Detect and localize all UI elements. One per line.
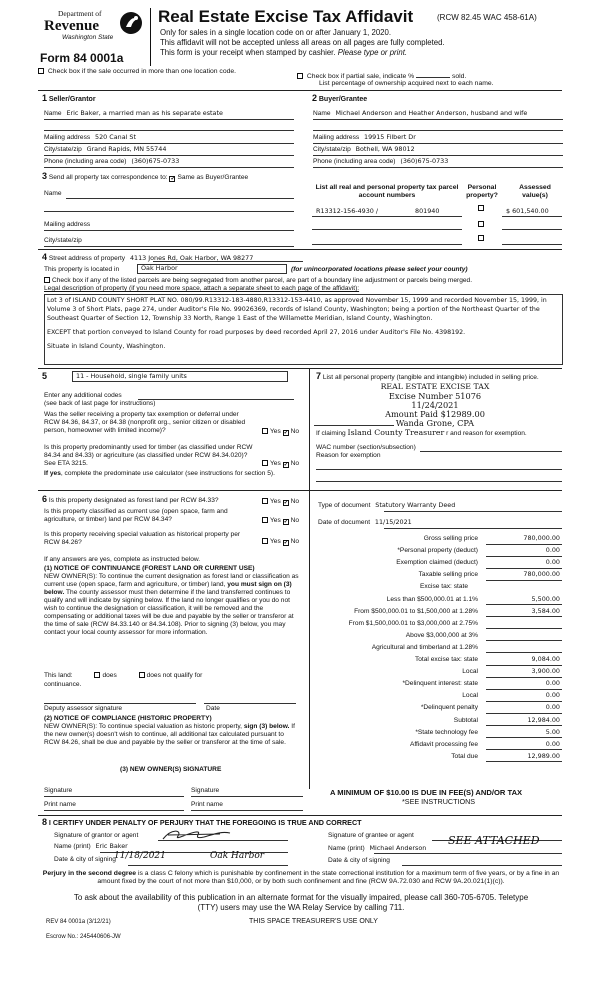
buyer-section-number: 2 xyxy=(312,93,318,103)
wac-label: WAC number (section/subsection) xyxy=(316,444,416,451)
tax-row-value[interactable]: 5,500.00 xyxy=(531,594,560,603)
timber-question: Is this property predominantly used for timber (as classified under RCW 84.34 and 84.33) or agriculture (as classified under RCW 84.34.020)? See ETA 3215. xyxy=(44,444,253,468)
tax-row-value[interactable]: 0.00 xyxy=(545,739,560,748)
segregated-checkbox[interactable] xyxy=(44,277,50,283)
tax-row-value[interactable]: 5.00 xyxy=(545,727,560,736)
timber-no-label: No xyxy=(290,460,300,467)
legal-text-1: Lot 3 of ISLAND COUNTY SHORT PLAT NO. 080/99.R13312-183-4880,R13312-153-4410, as approved November 15, 1999 and recorded November 15, 1999, in Volume 3 of Short Plats, page 274, under Auditor's File No. 99026369, records of Island County, Washington; being a portion of the Northeast Quarter of the Southeast Quarter of Section 12, Township 33 North, Range 1 East of the Willamette Meridian, Island County, Washington. xyxy=(47,297,547,322)
location-select[interactable]: Oak Harbor xyxy=(137,264,287,274)
forest-yes-label: Yes xyxy=(270,498,281,505)
historic-question: Is this property receiving special valuation as historical property per RCW 84.26? xyxy=(44,531,241,547)
grantor-name-field[interactable]: Eric Baker xyxy=(95,842,128,850)
exempt-no-label: No xyxy=(290,428,300,435)
sold-label: sold. xyxy=(451,73,467,80)
exempt-no-checkbox[interactable]: ✓ xyxy=(283,430,289,436)
notice1-heading: (1) NOTICE OF CONTINUANCE (FOREST LAND OR CURRENT USE) xyxy=(44,565,255,572)
treasurer-stamp xyxy=(360,383,510,428)
notice2-bold: sign (3) below. xyxy=(243,723,290,730)
seller-name-field[interactable]: Eric Baker, a married man as his separate estate xyxy=(66,109,223,117)
exempt-yes-checkbox[interactable] xyxy=(262,428,268,434)
partial-sale-percent-field[interactable] xyxy=(416,71,450,78)
this-land-label: This land: xyxy=(44,672,73,679)
certify-heading: I CERTIFY UNDER PENALTY OF PERJURY THAT THE FOREGOING IS TRUE AND CORRECT xyxy=(48,818,362,827)
grantor-signature-label: Signature of grantor or agent xyxy=(54,832,139,839)
legal-text-3: Situate in Island County, Washington. xyxy=(47,343,166,351)
tax-row-label: Agricultural and timberland at 1.28% xyxy=(371,643,478,651)
grantor-date-label: Date & city of signing xyxy=(54,856,116,863)
tax-row-underline xyxy=(486,761,562,762)
buyer-name-field[interactable]: Michael Anderson and Heather Anderson, husband and wife xyxy=(335,109,528,117)
stamp-line2: Excise Number 51076 xyxy=(388,390,482,401)
perjury-rest: is a class C felony which is punishable by confinement in the state correctional institution for a maximum term of five years, or by a fine in an amount fixed by the court of not more than $10,000, or by both such confinement and fine (RCW 9A.72.030 and RCW 9A.20.021(1)(c)). xyxy=(97,870,560,886)
forest-no-label: No xyxy=(290,498,300,505)
title-citation: (RCW 82.45 WAC 458-61A) xyxy=(437,13,537,22)
parcel-1-number[interactable]: R13312-156-4930 / xyxy=(316,207,379,215)
tax-row-label: *Delinquent penalty xyxy=(420,704,478,712)
exempt-yes-label: Yes xyxy=(270,428,281,435)
tax-row-label: Local xyxy=(462,692,478,700)
tax-row-underline xyxy=(486,713,562,714)
tax-row-value[interactable]: 780,000.00 xyxy=(523,534,560,542)
historic-no-label: No xyxy=(290,538,300,545)
see-instructions-note: *SEE INSTRUCTIONS xyxy=(402,797,476,806)
parcels-header-list: List all real and personal property tax parcel account numbers xyxy=(315,184,459,200)
sec7-number: 7 xyxy=(316,371,322,381)
tax-row-label: *Personal property (deduct) xyxy=(397,547,478,555)
send-to-label: Send all property tax correspondence to: xyxy=(48,174,168,181)
forest-yes-checkbox[interactable] xyxy=(262,498,268,504)
buyer-city-label: City/state/zip xyxy=(313,146,351,153)
buyer-mailing-label: Mailing address xyxy=(313,134,360,141)
street-field[interactable]: 4113 Jones Rd, Oak Harbor, WA 98277 xyxy=(129,254,254,262)
legal-description-label: Legal description of property (if you need more space, attach a separate sheet to each page of the affidavit): xyxy=(44,285,360,292)
owner-print-label-2: Print name xyxy=(191,801,223,808)
forest-question: Is this property designated as forest land per RCW 84.33? xyxy=(48,497,219,504)
grantor-signature-scribble[interactable] xyxy=(160,826,240,844)
header-line2: This affidavit will not be accepted unless all areas on all pages are fully completed. xyxy=(160,38,445,47)
located-note: (for unincorporated locations please select your county) xyxy=(291,266,468,273)
tax-row-underline xyxy=(486,556,562,557)
tax-row-underline xyxy=(486,689,562,690)
seller-mailing-field[interactable]: 520 Canal St xyxy=(95,133,136,141)
tax-row-underline xyxy=(486,652,562,653)
tax-row-label: Affidavit processing fee xyxy=(409,740,478,748)
street-label: Street address of property xyxy=(48,255,126,262)
tax-row-label: Gross selling price xyxy=(423,535,478,542)
tax-row-label: Taxable selling price xyxy=(418,571,478,579)
grantee-date-label: Date & city of signing xyxy=(328,857,390,864)
stamp-line4: Amount Paid $12989.00 xyxy=(385,409,485,420)
treasurer-use-label: THIS SPACE TREASURER'S USE ONLY xyxy=(249,918,378,925)
if-yes-bold: If yes xyxy=(44,470,61,477)
deputy-date-label: Date xyxy=(206,705,220,712)
land-use-select[interactable]: 11 - Household, single family units xyxy=(72,371,288,382)
seller-name-label: Name xyxy=(44,110,62,117)
tax-row-label: *Delinquent interest: state xyxy=(402,680,478,688)
partial-sale-checkbox[interactable] xyxy=(297,73,303,79)
if-yes-rest: , complete the predominate use calculator (see instructions for section 5). xyxy=(60,470,275,477)
tax-row-underline xyxy=(486,665,562,666)
agency-line1: Department of xyxy=(58,9,102,18)
tax-row-value[interactable]: 0.00 xyxy=(545,691,560,700)
owner-signature-label-1: Signature xyxy=(44,787,73,794)
partial-sale-label: Check box if partial sale, indicate % xyxy=(306,73,415,80)
grantee-name-field[interactable]: Michael Anderson xyxy=(369,844,427,852)
current-use-question: Is this property classified as current use (open space, farm and agriculture, or timber) land per RCW 84.34? xyxy=(44,508,228,524)
deputy-signature-label: Deputy assessor signature xyxy=(44,705,123,712)
buyer-heading: Buyer/Grantee xyxy=(318,96,368,103)
tax-row-underline xyxy=(486,544,562,545)
continuance-label: continuance. xyxy=(44,681,82,688)
perjury-bold: Perjury in the second degree xyxy=(42,870,137,877)
located-label: This property is located in xyxy=(44,266,120,273)
tax-row-label: Exemption claimed (deduct) xyxy=(396,559,478,567)
parcels-header-assessed: Assessed value(s) xyxy=(519,184,551,200)
tax-row-value[interactable]: 0.00 xyxy=(545,558,560,567)
grantor-name-label: Name (print) xyxy=(54,843,91,850)
revision-label: REV 84 0001a (3/12/21) xyxy=(46,919,111,925)
buyer-phone-label: Phone (including area code) xyxy=(313,158,396,165)
seller-city-field[interactable]: Grand Rapids, MN 55744 xyxy=(86,145,167,153)
codes-label-2: (see back of last page for instructions) xyxy=(44,400,156,407)
historic-yes-checkbox[interactable] xyxy=(262,538,268,544)
send-to-mailing-label: Mailing address xyxy=(44,221,91,228)
multi-location-label: Check box if the sale occurred in more than one location code. xyxy=(47,68,237,75)
historic-no-checkbox[interactable]: ✓ xyxy=(283,540,289,546)
tax-row-underline xyxy=(486,749,562,750)
tax-row-label: Subtotal xyxy=(453,716,478,724)
parcel-2-personal-checkbox[interactable] xyxy=(478,221,484,227)
doc-date-field[interactable]: 11/15/2021 xyxy=(374,518,412,526)
does-not-qualify-label: does not qualify for xyxy=(146,672,203,679)
parcel-3-personal-checkbox[interactable] xyxy=(478,235,484,241)
tax-row-underline xyxy=(486,604,562,605)
tax-row-label: Total due xyxy=(451,752,478,760)
notice3-heading: (3) NEW OWNER(S) SIGNATURE xyxy=(120,766,222,773)
multi-location-checkbox[interactable] xyxy=(38,68,44,74)
tax-row-label: Excise tax: state xyxy=(419,583,468,591)
buyer-mailing-field[interactable]: 19915 Filbert Dr xyxy=(364,133,416,141)
notice2-body-a: NEW OWNER(S): To continue special valuation as historic property, xyxy=(44,723,243,730)
owner-print-label-1: Print name xyxy=(44,801,76,808)
notice1-body-a: NEW OWNER(S): To continue the current designation as forest land or classification as current use (open space, farm and agriculture, or timber) land, xyxy=(44,573,299,589)
buyer-name-label: Name xyxy=(313,110,331,117)
notice2-body-b: If the new owner(s) doesn't wish to continue, all additional tax calculated pursuant to RCW 84.26, shall be due and payable by the seller or transferor at the time of sale. xyxy=(44,723,295,747)
doc-type-field[interactable]: Statutory Warranty Deed xyxy=(375,501,456,509)
agency-logo xyxy=(40,8,146,50)
dor-logo-icon xyxy=(118,10,144,36)
tax-row-value[interactable]: 0.00 xyxy=(545,546,560,555)
notice1-bold: you must sign on (3) below. xyxy=(44,581,292,597)
grantee-name-label: Name (print) xyxy=(328,845,365,852)
notice1-body-b: The county assessor must then determine if the land transferred continues to qualify and will indicate by signing below. If the land no longer qualifies or you do not wish to continue the designation or classification, it will be removed and the compensating or additional taxes will be due and payable by the seller or transferor at the time of sale (RCW 84.33.140 or 84.34.108). Prior to signing (3) below, you may contact your local county assessor for more information. xyxy=(44,589,294,637)
buyer-phone-field[interactable]: (360)675-0733 xyxy=(400,157,449,165)
timber-yes-label: Yes xyxy=(270,460,281,467)
current-use-no-label: No xyxy=(290,517,300,524)
ownership-note: List percentage of ownership acquired next to each name. xyxy=(319,80,494,87)
page-title: Real Estate Excise Tax Affidavit xyxy=(158,7,414,26)
doc-date-label: Date of document xyxy=(318,519,371,526)
tax-row-underline xyxy=(486,725,562,726)
tax-row-value[interactable]: 12,989.00 xyxy=(527,751,560,760)
exempt-question: Was the seller receiving a property tax exemption or deferral under RCW 84.36, 84.37, or 84.38 (nonprofit org., senior citizen or disabled person, homeowner with limited income)? xyxy=(44,411,246,435)
sec5-number: 5 xyxy=(42,371,48,381)
seller-heading: Seller/Grantor xyxy=(48,96,96,103)
exemption-claim-label: If claiming xyxy=(316,430,346,437)
grantor-city-field[interactable]: Oak Harbor xyxy=(210,851,265,861)
header-line3-italic: Please type or print. xyxy=(337,48,408,57)
tax-row-underline xyxy=(486,568,562,569)
tax-row-label: Above $3,000,000 at 3% xyxy=(405,631,478,639)
tax-row-value[interactable]: 9,084.00 xyxy=(531,655,560,663)
forest-no-checkbox[interactable]: ✓ xyxy=(283,500,289,506)
escrow-number: Escrow No.: 245440606-JW xyxy=(46,934,121,940)
alt-format-line2: (TTY) users may use the WA Relay Service by calling 711. xyxy=(197,903,405,912)
does-not-qualify-checkbox[interactable] xyxy=(139,672,145,678)
tax-row-underline xyxy=(486,640,562,641)
any-yes-note: If any answers are yes, complete as instructed below. xyxy=(44,556,201,563)
tax-row-underline xyxy=(486,580,562,581)
doc-type-label: Type of document xyxy=(318,502,371,509)
parcel-1-assessed[interactable]: $ 601,540.00 xyxy=(506,207,549,215)
tax-row-label: Local xyxy=(462,668,478,676)
tax-row-label: Less than $500,000.01 at 1.1% xyxy=(386,595,478,603)
does-qualify-checkbox[interactable] xyxy=(94,672,100,678)
see-attached-handwriting: SEE ATTACHED xyxy=(448,834,540,847)
parcel-1-number-b[interactable]: 801940 xyxy=(415,207,440,215)
codes-label-1: Enter any additional codes xyxy=(44,392,122,399)
seller-phone-field[interactable]: (360)675-0733 xyxy=(131,157,180,165)
form-number: Form 84 0001a xyxy=(40,51,124,65)
owner-signature-label-2: Signature xyxy=(191,787,220,794)
sec8-number: 8 xyxy=(42,817,48,827)
header-line3: This form is your receipt when stamped by cashier. xyxy=(160,48,336,57)
stamp-line6: Island County Treasurer xyxy=(347,428,445,437)
sec7-label: List all personal property (tangible and intangible) included in selling price. xyxy=(322,374,539,381)
timber-no-checkbox[interactable]: ✓ xyxy=(283,462,289,468)
seller-city-label: City/state/zip xyxy=(44,146,82,153)
seller-section-number: 1 xyxy=(42,93,48,103)
seller-phone-label: Phone (including area code) xyxy=(44,158,127,165)
does-qualify-label: does xyxy=(102,672,117,679)
grantor-date-field[interactable]: 11/18/2021 xyxy=(114,851,166,861)
current-use-yes-checkbox[interactable] xyxy=(262,517,268,523)
header-line1: Only for sales in a single location code on or after January 1, 2020. xyxy=(160,28,392,37)
timber-yes-checkbox[interactable] xyxy=(262,460,268,466)
historic-yes-label: Yes xyxy=(270,538,281,545)
grantee-signature-label: Signature of grantee or agent xyxy=(328,832,414,839)
tax-row-underline xyxy=(486,616,562,617)
same-as-buyer-label: Same as Buyer/Grantee xyxy=(177,174,249,181)
current-use-no-checkbox[interactable]: ✓ xyxy=(283,519,289,525)
tax-row-underline xyxy=(486,677,562,678)
agency-line3: Washington State xyxy=(62,34,114,41)
seller-mailing-label: Mailing address xyxy=(44,134,91,141)
tax-row-value[interactable]: 0.00 xyxy=(545,679,560,688)
legal-description-box[interactable] xyxy=(44,294,563,365)
tax-row-value[interactable]: 780,000.00 xyxy=(523,570,560,579)
tax-row-value[interactable]: 12,984.00 xyxy=(527,715,560,724)
tax-row-value[interactable]: 3,900.00 xyxy=(531,667,560,676)
minimum-due-note: A MINIMUM OF $10.00 IS DUE IN FEE(S) AND/OR TAX xyxy=(330,788,523,797)
sec6-number: 6 xyxy=(42,494,48,504)
send-to-city-label: City/state/zip xyxy=(44,237,82,244)
tax-row-value[interactable]: 0.00 xyxy=(545,703,560,712)
agency-line2: Revenue xyxy=(44,18,99,34)
segregated-label: Check box if any of the listed parcels are being segregated from another parcel, are part of a boundary line adjustment or parcels being merged. xyxy=(52,277,473,284)
tax-row-underline xyxy=(486,628,562,629)
stamp-line3: 11/24/2021 xyxy=(411,399,459,410)
tax-row-value[interactable]: 3,584.00 xyxy=(531,606,560,615)
tax-row-underline xyxy=(486,737,562,738)
send-to-name-label: Name xyxy=(44,190,62,197)
tax-row-label: From $500,000.01 to $1,500,000 at 1.28% xyxy=(354,607,478,615)
notice2-heading: (2) NOTICE OF COMPLIANCE (HISTORIC PROPERTY) xyxy=(44,715,212,722)
reason-label: Reason for exemption xyxy=(316,452,381,459)
stamp-line5: Wanda Grone, CPA xyxy=(395,418,475,429)
legal-text-2: EXCEPT that portion conveyed to Island County for road purposes by deed recorded April 27, 2016 under Auditor's File No. 4398192. xyxy=(47,329,466,337)
tax-row-label: From $1,500,000.01 to $3,000,000 at 2.75% xyxy=(348,619,478,627)
parcels-header-personal: Personal property? xyxy=(466,184,498,200)
same-as-buyer-checkbox[interactable]: ✓ xyxy=(170,176,176,182)
send-to-section-number: 3 xyxy=(42,171,48,181)
exemption-claim-rest: r and reason for exemption. xyxy=(446,430,527,437)
current-use-yes-label: Yes xyxy=(270,517,281,524)
buyer-city-field[interactable]: Bothell, WA 98012 xyxy=(355,145,415,153)
alt-format-line1: To ask about the availability of this publication in an alternate format for the visually impaired, please call 360-705-6705. Teletype xyxy=(73,893,529,902)
stamp-line1: REAL ESTATE EXCISE TAX xyxy=(380,382,490,391)
parcel-1-personal-checkbox[interactable] xyxy=(478,205,484,211)
street-section-number: 4 xyxy=(42,252,48,262)
tax-row-label: *State technology fee xyxy=(415,728,478,736)
tax-row-label: Total excise tax: state xyxy=(414,656,478,663)
tax-row-underline xyxy=(486,701,562,702)
